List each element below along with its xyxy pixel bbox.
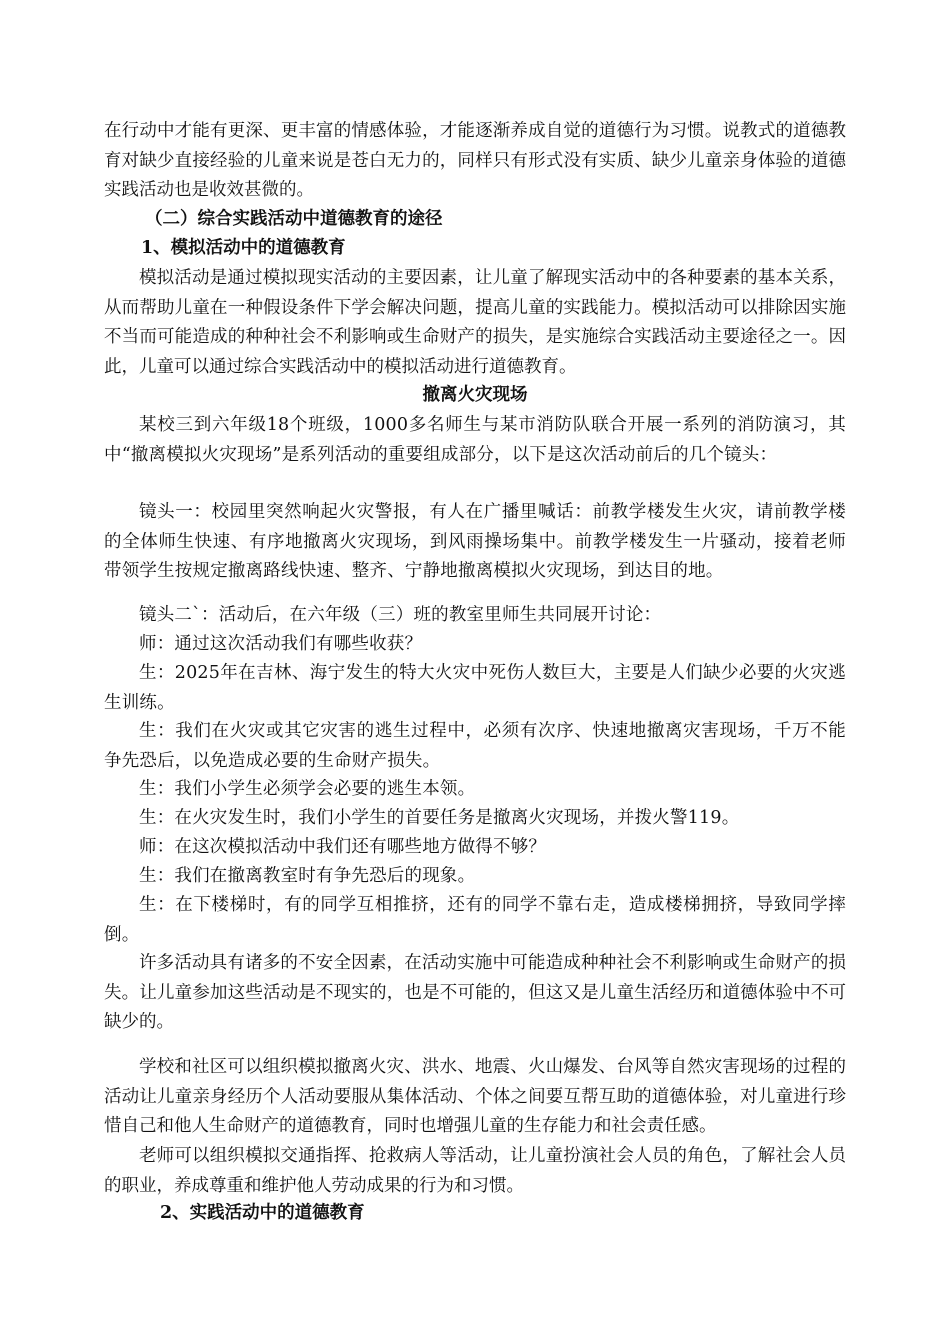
scene-one-paragraph: 镜头一：校园里突然响起火灾警报，有人在广播里喊话：前教学楼发生火灾，请前教学楼的全体师生快速、有序地撤离火灾现场，到风雨操场集中。前教学楼发生一片骚动，接着老师带领学生按规定撤离路线快速、整齐、宁静地撤离模拟火灾现场，到达目的地。 <box>104 502 846 581</box>
intro-paragraph: 在行动中才能有更深、更丰富的情感体验，才能逐渐养成自觉的道德行为习惯。说教式的道德教育对缺少直接经验的儿童来说是苍白无力的，同样只有形式没有实质、缺少儿童亲身体验的道德实践活动也是收效甚微的。 <box>104 121 846 200</box>
subsection-heading-practice: 2、实践活动中的道德教育 <box>160 1203 365 1223</box>
safety-paragraph: 许多活动具有诸多的不安全因素，在活动实施中可能造成种种社会不利影响或生命财产的损失。让儿童参加这些活动是不现实的，也是不可能的，但这又是儿童生活经历和道德体验中不可缺少的。 <box>104 953 846 1032</box>
dialogue-line: 生：我们小学生必须学会必要的逃生本领。 <box>139 779 476 799</box>
section-heading: （二）综合实践活动中道德教育的途径 <box>145 209 443 229</box>
simulation-paragraph: 模拟活动是通过模拟现实活动的主要因素，让儿童了解现实活动中的各种要素的基本关系，从而帮助儿童在一种假设条件下学会解决问题，提高儿童的实践能力。模拟活动可以排除因实施不当而可能造成的种种社会不利影响或生命财产的损失，是实施综合实践活动主要途径之一。因此，儿童可以通过综合实践活动中的模拟活动进行道德教育。 <box>104 268 846 377</box>
dialogue-line: 师：通过这次活动我们有哪些收获？ <box>139 634 423 654</box>
subsection-heading-simulation: 1、模拟活动中的道德教育 <box>141 238 346 258</box>
community-paragraph: 学校和社区可以组织模拟撤离火灾、洪水、地震、火山爆发、台风等自然灾害现场的过程的活动让儿童亲身经历个人活动要服从集体活动、个体之间要互帮互助的道德体验，对儿童进行珍惜自己和他人生命财产的道德教育，同时也增强儿童的生存能力和社会责任感。 <box>104 1057 846 1136</box>
dialogue-line: 生：2025年在吉林、海宁发生的特大火灾中死伤人数巨大，主要是人们缺少必要的火灾逃生训练。 <box>104 663 846 713</box>
case-intro-paragraph: 某校三到六年级18个班级，1000多名师生与某市消防队联合开展一系列的消防演习，其中“撤离模拟火灾现场”是系列活动的重要组成部分，以下是这次活动前后的几个镜头： <box>104 415 846 465</box>
dialogue-line: 生：在火灾发生时，我们小学生的首要任务是撤离火灾现场，并拨火警119。 <box>139 808 740 828</box>
dialogue-line: 生：我们在撤离教室时有争先恐后的现象。 <box>139 866 476 886</box>
scene-two-paragraph: 镜头二`：活动后，在六年级（三）班的教室里师生共同展开讨论： <box>139 605 662 625</box>
role-play-paragraph: 老师可以组织模拟交通指挥、抢救病人等活动，让儿童扮演社会人员的角色，了解社会人员的职业，养成尊重和维护他人劳动成果的行为和习惯。 <box>104 1146 846 1196</box>
dialogue-line: 生：我们在火灾或其它灾害的逃生过程中，必须有次序、快速地撤离灾害现场，千万不能争先恐后，以免造成必要的生命财产损失。 <box>104 721 846 771</box>
dialogue-line: 师：在这次模拟活动中我们还有哪些地方做得不够？ <box>139 837 547 857</box>
dialogue-line: 生：在下楼梯时，有的同学互相推挤，还有的同学不靠右走，造成楼梯拥挤，导致同学摔倒。 <box>104 895 846 945</box>
case-title: 撤离火灾现场 <box>422 385 528 405</box>
